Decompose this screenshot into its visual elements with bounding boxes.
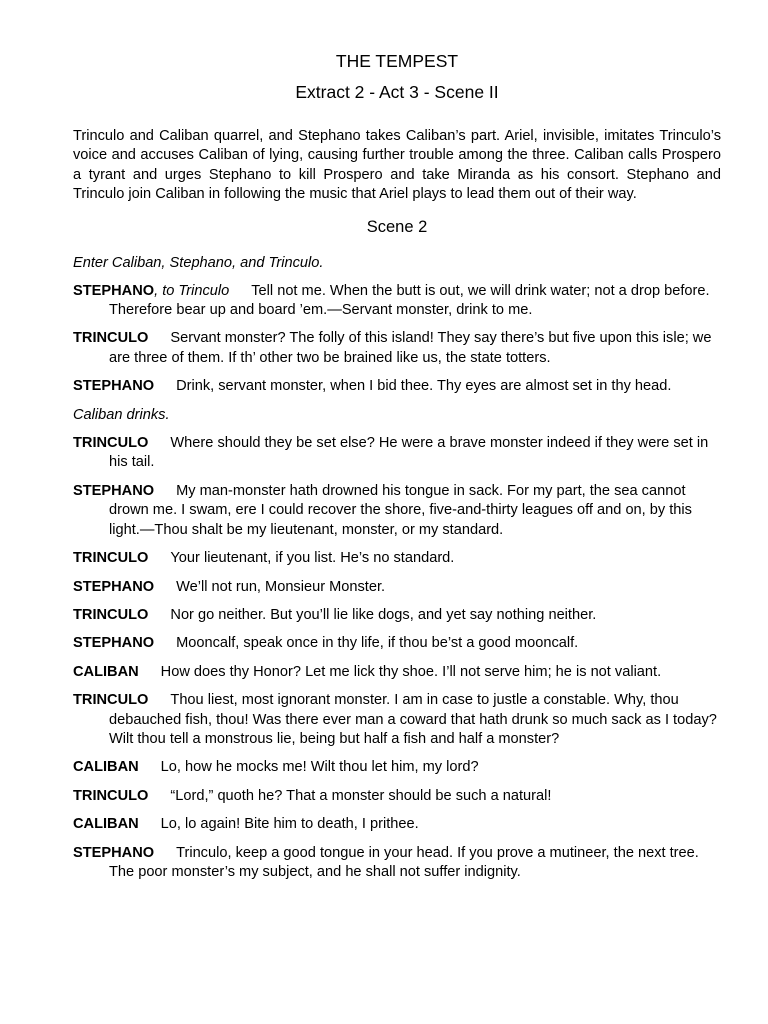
speech-trinculo-3 [73, 549, 721, 568]
entrance-direction: Enter Caliban, Stephano, and Trinculo. [73, 254, 324, 271]
speaker-name: STEPHANO [73, 635, 155, 652]
speech-stephano-4 [73, 578, 721, 597]
speech-stephano-3 [73, 482, 721, 540]
speaker-name: TRINCULO [73, 787, 149, 804]
speaker-name: STEPHANO [73, 482, 155, 499]
speech-trinculo-2 [73, 434, 721, 473]
speech-text: Your lieutenant, if you list. He’s no standard. [170, 550, 455, 567]
speech-text: “Lord,” quoth he? That a monster should be such a natural! [170, 787, 552, 804]
speech-text: Servant monster? The folly of this island! They say there’s but five upon this isle; we are three of them. If th’ other two be brained like us, the state totters. [109, 330, 712, 366]
speaker-name: CALIBAN [73, 663, 139, 680]
speaker-name: TRINCULO [73, 330, 149, 347]
speaker-name: CALIBAN [73, 816, 139, 833]
speech-caliban-3 [73, 815, 721, 834]
speech-text: Trinculo, keep a good tongue in your head. If you prove a mutineer, the next tree. The poor monster’s my subject, and he shall not suffer indignity. [109, 844, 699, 880]
speech-caliban-1 [73, 663, 721, 682]
document-title: THE TEMPEST [335, 51, 459, 71]
speech-trinculo-1 [73, 329, 721, 368]
speech-stephano-2 [73, 377, 721, 396]
speech-text: Nor go neither. But you’ll lie like dogs, and yet say nothing neither. [170, 606, 597, 623]
speech-text: How does thy Honor? Let me lick thy shoe. I’ll not serve him; he is not valiant. [160, 663, 662, 680]
speech-text: Lo, how he mocks me! Wilt thou let him, my lord? [160, 759, 479, 776]
speaker-name: TRINCULO [73, 692, 149, 709]
speech-text: Where should they be set else? He were a brave monster indeed if they were set in his tail. [109, 435, 709, 471]
speech-text: Tell not me. When the butt is out, we will drink water; not a drop before. Therefore bear up and board ’em.—Servant monster, drink to me. [109, 282, 710, 319]
speaker-name: TRINCULO [73, 606, 149, 623]
scene-summary: Trinculo and Caliban quarrel, and Stephano takes Caliban’s part. Ariel, invisible, imitates Trinculo’s voice and accuses Caliban of lying, causing further trouble among the three. Caliban calls Prospero a tyrant and urges Stephano to kill Prospero and take Miranda as his consort. Stephano and Trinculo join Caliban in following the music that Ariel plays to lead them out of their way. [73, 128, 721, 203]
speech-text: Lo, lo again! Bite him to death, I prithee. [160, 816, 419, 833]
speech-text: Mooncalf, speak once in thy life, if thou be’st a good mooncalf. [176, 635, 579, 652]
speech-trinculo-5 [73, 691, 721, 749]
speech-stephano-1 [73, 282, 721, 321]
speaker-name: STEPHANO [73, 282, 155, 299]
speech-stephano-5 [73, 634, 721, 653]
document-subtitle: Extract 2 - Act 3 - Scene II [295, 82, 499, 102]
speech-caliban-2 [73, 758, 721, 777]
speaker-name: STEPHANO [73, 844, 155, 861]
speaker-name: STEPHANO [73, 578, 155, 595]
scene-heading: Scene 2 [366, 217, 428, 236]
speaker-name: TRINCULO [73, 435, 149, 452]
speaker-name: STEPHANO [73, 378, 155, 395]
speech-text: We’ll not run, Monsieur Monster. [176, 578, 386, 595]
speech-trinculo-6 [73, 787, 721, 806]
speaker-name: CALIBAN [73, 759, 139, 776]
speech-text: My man-monster hath drowned his tongue in sack. For my part, the sea cannot drown me. I swam, ere I could recover the shore, five-and-thirty leagues off and on, by this light.—Thou shalt be my lieutenant, monster, or my standard. [109, 482, 692, 538]
speaker-direction: , to Trinculo [154, 282, 230, 299]
speech-text: Thou liest, most ignorant monster. I am in case to justle a constable. Why, thou debauched fish, thou! Was there ever man a coward that hath drunk so much sack as I today? Wilt thou tell a monstrous lie, being but half a fish and half a monster? [109, 692, 717, 747]
stage-direction: Caliban drinks. [73, 406, 170, 423]
speech-trinculo-4 [73, 606, 721, 625]
speech-text: Drink, servant monster, when I bid thee. Thy eyes are almost set in thy head. [176, 378, 672, 395]
speaker-name: TRINCULO [73, 550, 149, 567]
speech-stephano-6 [73, 844, 721, 883]
